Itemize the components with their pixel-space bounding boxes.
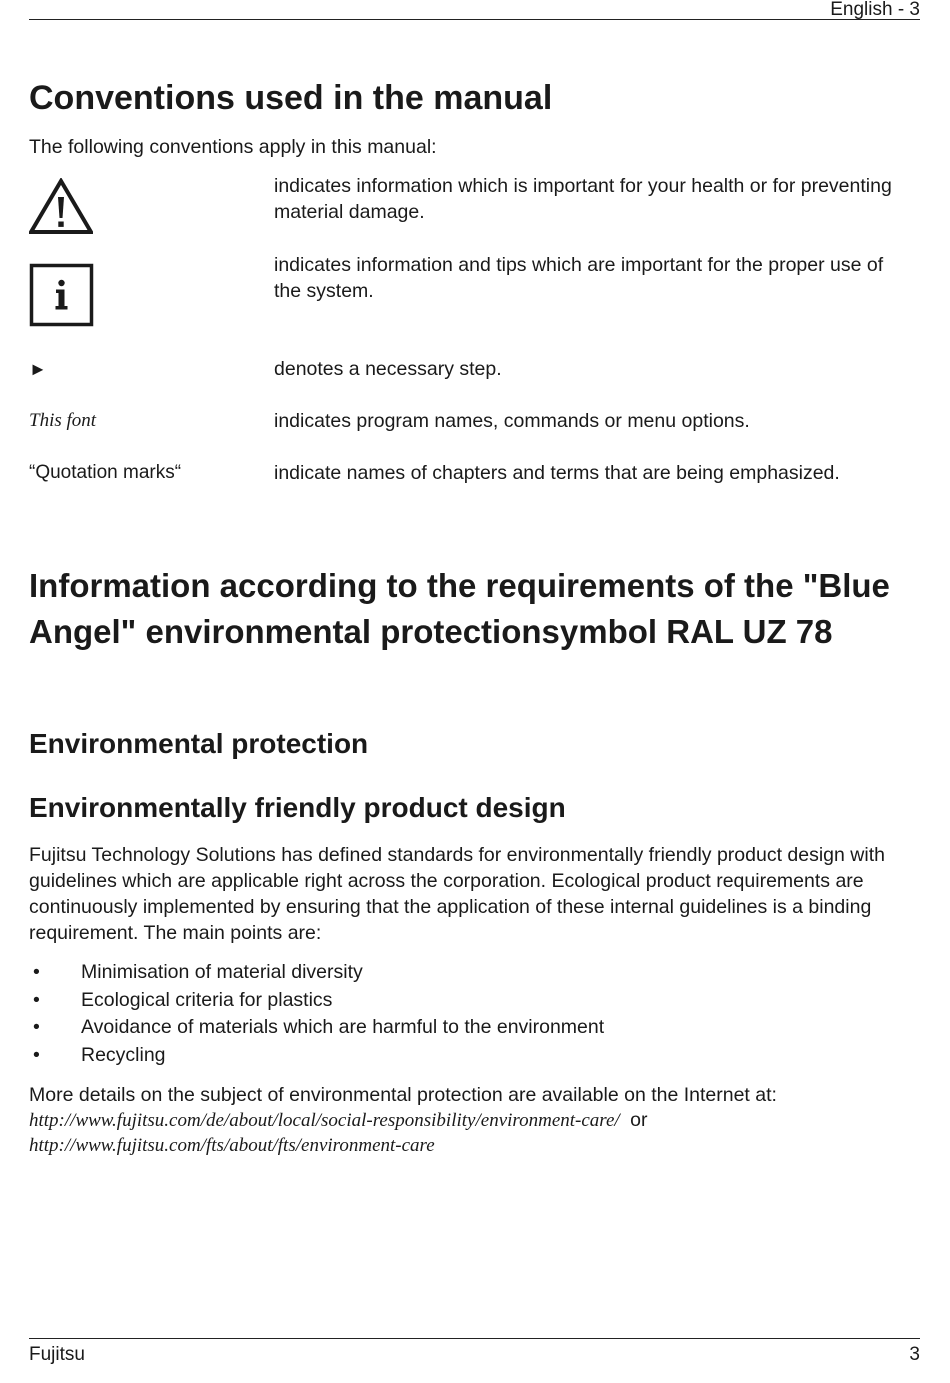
more-details-text: More details on the subject of environmental protection are available on the Internet at: <box>29 1084 777 1106</box>
convention-row-warning <box>29 173 909 235</box>
list-item: • Ecological criteria for plastics <box>29 987 909 1015</box>
list-item: • Recycling <box>29 1042 909 1070</box>
convention-row-quotes <box>29 460 909 486</box>
step-arrow-icon: ► <box>29 359 47 379</box>
convention-symbol-quotes: “Quotation marks“ <box>29 462 182 483</box>
conventions-intro: The following conventions apply in this manual: <box>29 136 437 158</box>
convention-row-font <box>29 408 909 434</box>
convention-desc-warning: indicates information which is important for your health or for preventing material damage. <box>274 175 892 223</box>
convention-row-info <box>29 252 909 332</box>
warning-triangle-icon <box>29 178 93 239</box>
convention-desc-info: indicates information and tips which are important for the proper use of the system. <box>274 254 884 302</box>
bullet-dot: • <box>33 1016 40 1038</box>
environment-care-link-fts[interactable]: http://www.fujitsu.com/fts/about/fts/environment-care <box>29 1135 435 1156</box>
bullet-dot: • <box>33 1043 40 1066</box>
product-design-paragraph: Fujitsu Technology Solutions has defined standards for environmentally friendly product design with guidelines which are applicable right across the corporation. Ecological product requirements are continuously implemented by ensuring that the application of these internal guidelines is a binding requirement. The main points are: <box>29 844 885 944</box>
page-number: 3 <box>909 1344 920 1365</box>
bullet-dot: • <box>33 988 40 1011</box>
product-design-heading: Environmentally friendly product design <box>29 792 566 823</box>
blue-angel-heading: Information according to the requirements of the "Blue Angel" environmental protectionsymbol RAL UZ 78 <box>29 567 890 650</box>
main-points-list <box>29 959 909 1069</box>
convention-symbol-font: This font <box>29 410 97 431</box>
list-item: • Avoidance of materials which are harmful to the environment <box>29 1014 909 1042</box>
list-item: • Minimisation of material diversity <box>29 959 909 987</box>
info-box-icon <box>29 263 95 332</box>
convention-desc-font: indicates program names, commands or menu options. <box>274 410 750 432</box>
bullet-dot: • <box>33 961 40 983</box>
url-or-text: or <box>630 1109 648 1131</box>
environment-care-link-de[interactable]: http://www.fujitsu.com/de/about/local/social-responsibility/environment-care/ <box>29 1110 620 1131</box>
convention-row-step <box>29 356 909 382</box>
conventions-heading: Conventions used in the manual <box>29 79 553 117</box>
url-line-1 <box>29 1107 648 1134</box>
header-divider <box>29 19 920 20</box>
convention-desc-quotes: indicate names of chapters and terms that are being emphasized. <box>274 462 840 484</box>
footer-divider <box>29 1338 920 1339</box>
convention-desc-step: denotes a necessary step. <box>274 358 502 380</box>
footer-company: Fujitsu <box>29 1344 85 1365</box>
environmental-protection-heading: Environmental protection <box>29 728 369 759</box>
page-header-text: English - 3 <box>830 0 920 20</box>
